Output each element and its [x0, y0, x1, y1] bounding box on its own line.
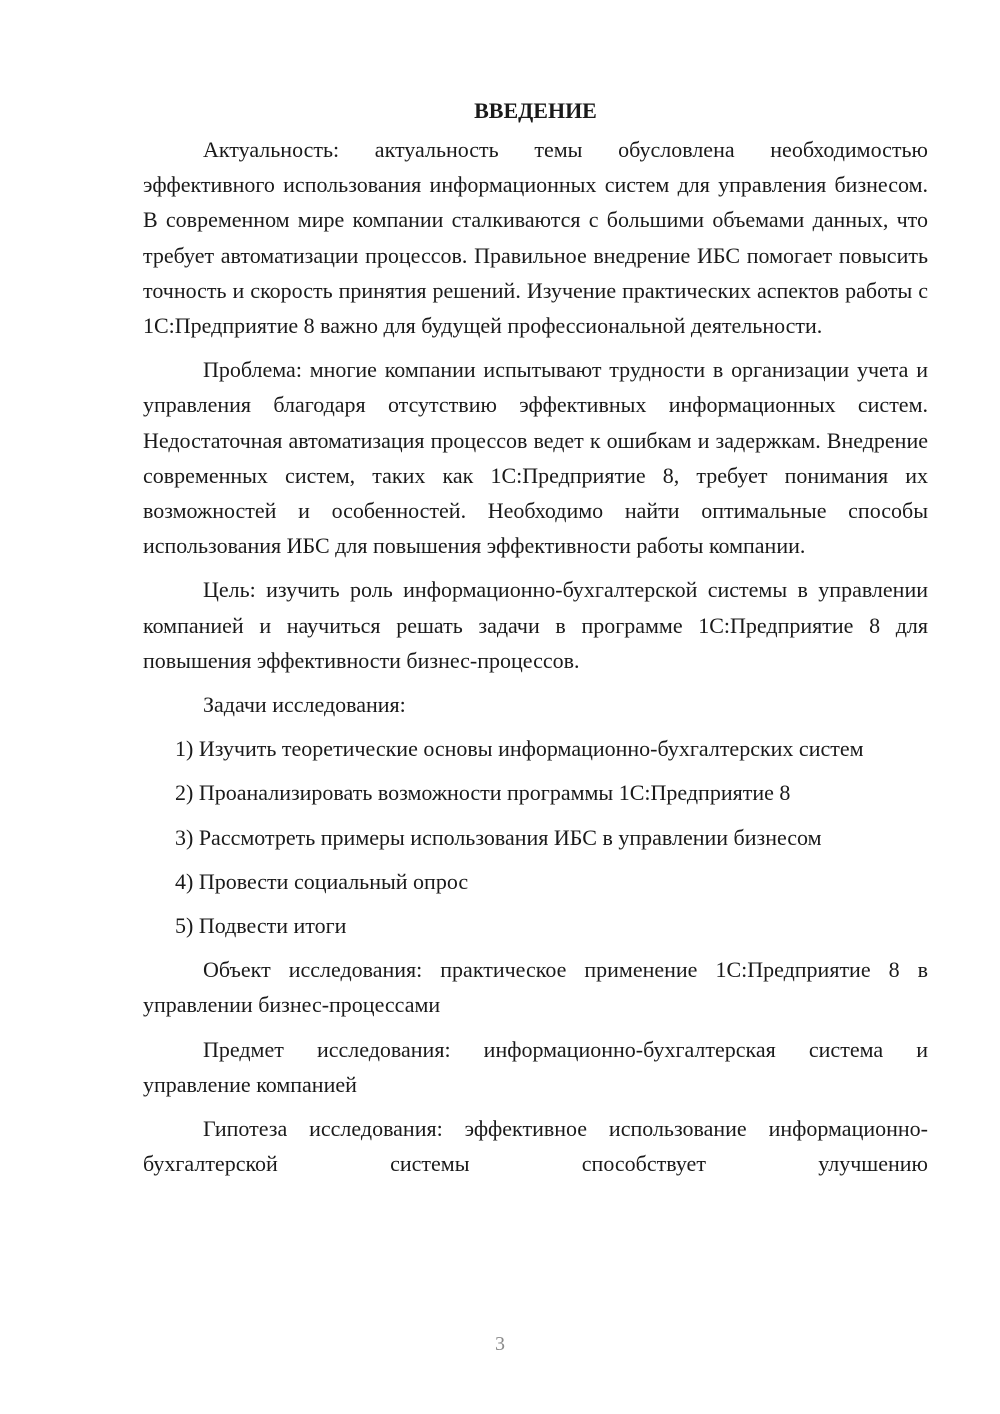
goal-paragraph: Цель: изучить роль информационно-бухгалтерской системы в управлении компанией и научиться решать задачи в программе 1С:Предприятие 8 для повышения эффективности бизнес-процессов. — [143, 577, 928, 673]
hypothesis-paragraph: Гипотеза исследования: эффективное использование информационно-бухгалтерской системы способствует улучшению — [143, 1116, 928, 1177]
tasks-list — [143, 731, 928, 943]
task-item-2: 2) Проанализировать возможности программы 1С:Предприятие 8 — [175, 780, 791, 806]
task-item-3: 3) Рассмотреть примеры использования ИБС в управлении бизнесом — [175, 824, 822, 850]
task-item-1: 1) Изучить теоретические основы информационно-бухгалтерских систем — [175, 736, 864, 762]
problem-paragraph: Проблема: многие компании испытывают трудности в организации учета и управления благодаря отсутствию эффективных информационных систем. Недостаточная автоматизация процессов ведет к ошибкам и задержкам. Внедрение современных систем, таких как 1С:Предприятие 8, требует понимания их возможностей и особенностей. Необходимо найти оптимальные способы использования ИБС для повышения эффективности работы компании. — [143, 357, 928, 559]
subject-paragraph: Предмет исследования: информационно-бухгалтерская система и управление компанией — [143, 1036, 928, 1097]
page-number: 3 — [495, 1333, 505, 1355]
document-page — [143, 96, 928, 1181]
relevance-paragraph: Актуальность: актуальность темы обусловлена необходимостью эффективного использования информационных систем для управления бизнесом. В современном мире компании сталкиваются с большими объемами данных, что требует автоматизации процессов. Правильное внедрение ИБС помогает повысить точность и скорость принятия решений. Изучение практических аспектов работы с 1С:Предприятие 8 важно для будущей профессиональной деятельности. — [143, 137, 928, 339]
task-item-5: 5) Подвести итоги — [175, 913, 347, 939]
object-paragraph: Объект исследования: практическое применение 1С:Предприятие 8 в управлении бизнес-процессами — [143, 957, 928, 1018]
section-title: ВВЕДЕНИЕ — [474, 98, 597, 123]
task-item-4: 4) Провести социальный опрос — [175, 868, 469, 894]
tasks-heading: Задачи исследования: — [203, 692, 406, 718]
